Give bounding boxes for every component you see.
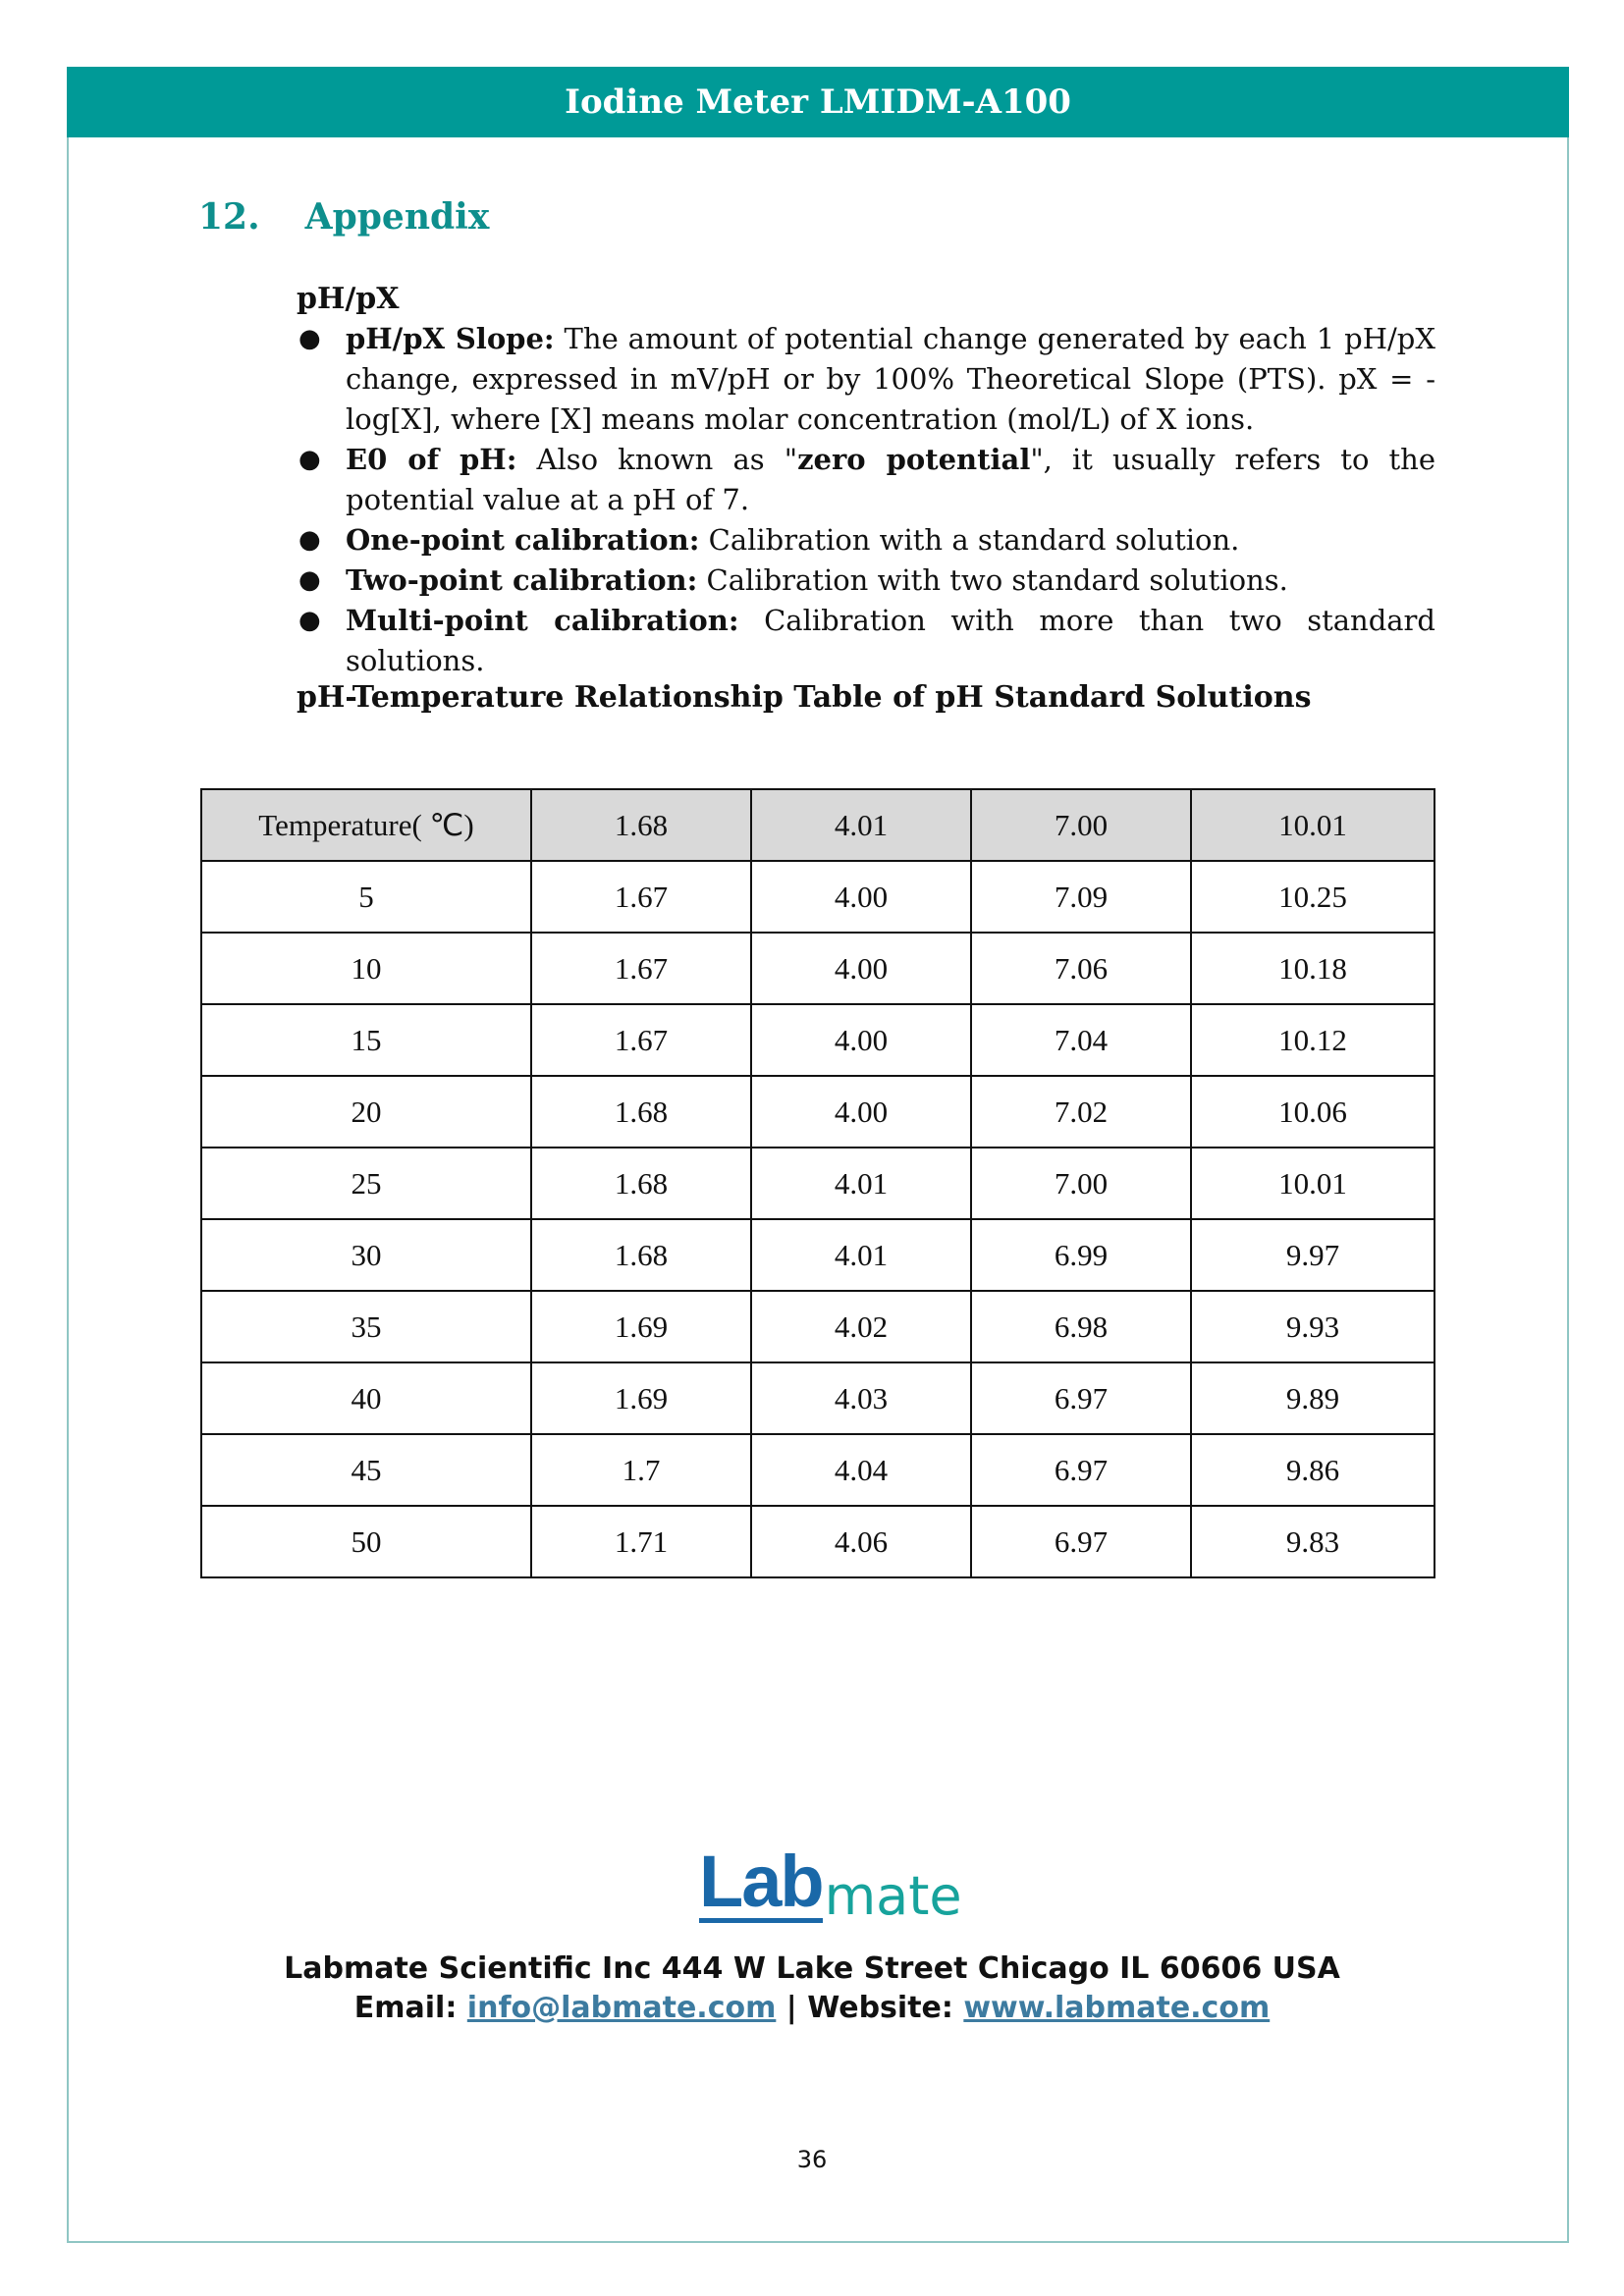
table-cell: 9.83 [1191, 1506, 1435, 1577]
table-cell: 15 [201, 1004, 531, 1076]
phpx-section [297, 279, 1435, 681]
table-cell: 4.02 [751, 1291, 971, 1362]
table-cell: 10 [201, 933, 531, 1004]
table-cell: 40 [201, 1362, 531, 1434]
bullet-icon: ● [298, 565, 321, 595]
table-cell: 10.06 [1191, 1076, 1435, 1148]
table-cell: 5 [201, 861, 531, 933]
table-cell: 1.67 [531, 861, 751, 933]
table-cell: 25 [201, 1148, 531, 1219]
footer-address: Labmate Scientific Inc 444 W Lake Street Chicago IL 60606 USA [284, 1951, 1340, 1986]
table-cell: 7.04 [971, 1004, 1191, 1076]
email-label: Email: [353, 1991, 458, 2025]
table-cell: 4.04 [751, 1434, 971, 1506]
table-row [201, 1004, 1435, 1076]
table-cell: 50 [201, 1506, 531, 1577]
table-cell: 4.01 [751, 1148, 971, 1219]
definition-item [297, 561, 1435, 601]
labmate-logo [699, 1841, 962, 1927]
table-cell: 7.00 [971, 1148, 1191, 1219]
bullet-icon: ● [298, 525, 321, 555]
table-cell: 7.09 [971, 861, 1191, 933]
table-body [201, 861, 1435, 1577]
table-cell: 10.01 [1191, 1148, 1435, 1219]
table-cell: 7.02 [971, 1076, 1191, 1148]
table-cell: 4.00 [751, 933, 971, 1004]
definition-list [297, 319, 1435, 681]
table-cell: 35 [201, 1291, 531, 1362]
header-cell: 1.68 [531, 789, 751, 861]
definition-term: pH/pX Slope: [346, 322, 555, 355]
section-title: Appendix [304, 196, 490, 238]
website-link[interactable]: www.labmate.com [963, 1991, 1271, 2025]
table-cell: 1.68 [531, 1219, 751, 1291]
page-number: 36 [796, 2146, 828, 2173]
table-cell: 45 [201, 1434, 531, 1506]
table-cell: 6.97 [971, 1362, 1191, 1434]
table-cell: 1.67 [531, 1004, 751, 1076]
phpx-heading: pH/pX [297, 282, 400, 316]
logo-mate-text: mate [824, 1865, 962, 1927]
definition-text: Calibration with more than two standard solutions. [346, 604, 1435, 677]
table-cell: 4.01 [751, 1219, 971, 1291]
footer-contact [0, 1991, 1624, 2025]
section-number: 12. [198, 196, 260, 238]
table-cell: 6.97 [971, 1434, 1191, 1506]
logo-lab-text: Lab [699, 1841, 823, 1922]
definition-term: Multi-point calibration: [346, 604, 739, 637]
table-cell: 4.03 [751, 1362, 971, 1434]
header-bar [67, 67, 1569, 137]
table-cell: 1.68 [531, 1076, 751, 1148]
table-cell: 9.97 [1191, 1219, 1435, 1291]
table-cell: 6.99 [971, 1219, 1191, 1291]
bullet-icon: ● [298, 606, 321, 635]
definition-term: Two-point calibration: [346, 563, 698, 597]
definition-text: Calibration with two standard solutions. [697, 563, 1288, 597]
table-cell: 30 [201, 1219, 531, 1291]
header-cell: 10.01 [1191, 789, 1435, 861]
ph-temperature-table-wrap [200, 788, 1435, 1578]
definition-term: E0 of pH: [346, 443, 517, 476]
definition-term: One-point calibration: [346, 523, 700, 557]
table-row [201, 933, 1435, 1004]
definition-item [297, 319, 1435, 440]
definition-emphasis: zero potential [797, 443, 1031, 476]
table-cell: 1.71 [531, 1506, 751, 1577]
table-cell: 4.00 [751, 861, 971, 933]
ph-temperature-table [200, 788, 1435, 1578]
table-row [201, 1506, 1435, 1577]
definition-text: Also known as " [516, 443, 798, 476]
table-row [201, 1362, 1435, 1434]
section-heading [198, 196, 489, 238]
bullet-icon: ● [298, 324, 321, 353]
table-cell: 1.7 [531, 1434, 751, 1506]
table-cell: 10.12 [1191, 1004, 1435, 1076]
table-cell: 10.18 [1191, 933, 1435, 1004]
website-label: Website: [807, 1991, 953, 2025]
table-cell: 1.69 [531, 1362, 751, 1434]
table-row [201, 1434, 1435, 1506]
table-cell: 7.06 [971, 933, 1191, 1004]
table-cell: 4.00 [751, 1076, 971, 1148]
definition-text: Calibration with a standard solution. [699, 523, 1240, 557]
table-row [201, 861, 1435, 933]
header-title: Iodine Meter LMIDM-A100 [565, 82, 1071, 122]
email-link[interactable]: info@labmate.com [466, 1991, 777, 2025]
table-row [201, 1219, 1435, 1291]
definition-item [297, 440, 1435, 520]
table-cell: 9.89 [1191, 1362, 1435, 1434]
table-row [201, 1148, 1435, 1219]
definition-item [297, 520, 1435, 561]
bullet-icon: ● [298, 445, 321, 474]
table-cell: 6.97 [971, 1506, 1191, 1577]
table-cell: 1.68 [531, 1148, 751, 1219]
table-cell: 4.06 [751, 1506, 971, 1577]
table-cell: 9.93 [1191, 1291, 1435, 1362]
table-cell: 10.25 [1191, 861, 1435, 933]
table-cell: 1.69 [531, 1291, 751, 1362]
header-cell: Temperature( ℃) [201, 789, 531, 861]
table-cell: 9.86 [1191, 1434, 1435, 1506]
table-cell: 20 [201, 1076, 531, 1148]
header-cell: 4.01 [751, 789, 971, 861]
table-cell: 6.98 [971, 1291, 1191, 1362]
header-cell: 7.00 [971, 789, 1191, 861]
table-row [201, 1076, 1435, 1148]
definition-item [297, 601, 1435, 681]
definition-text: ", it usually refers to the potential value at a pH of 7. [346, 443, 1435, 516]
table-cell: 1.67 [531, 933, 751, 1004]
table-header-row [201, 789, 1435, 861]
definition-text: The amount of potential change generated by each 1 pH/pX change, expressed in mV/pH or by 100% Theoretical Slope (PTS). pX = - log[X], where [X] means molar concentration (mol/L) of X ions. [346, 322, 1435, 436]
table-row [201, 1291, 1435, 1362]
table-title: pH-Temperature Relationship Table of pH Standard Solutions [297, 680, 1312, 715]
separator: | [785, 1991, 797, 2025]
table-cell: 4.00 [751, 1004, 971, 1076]
